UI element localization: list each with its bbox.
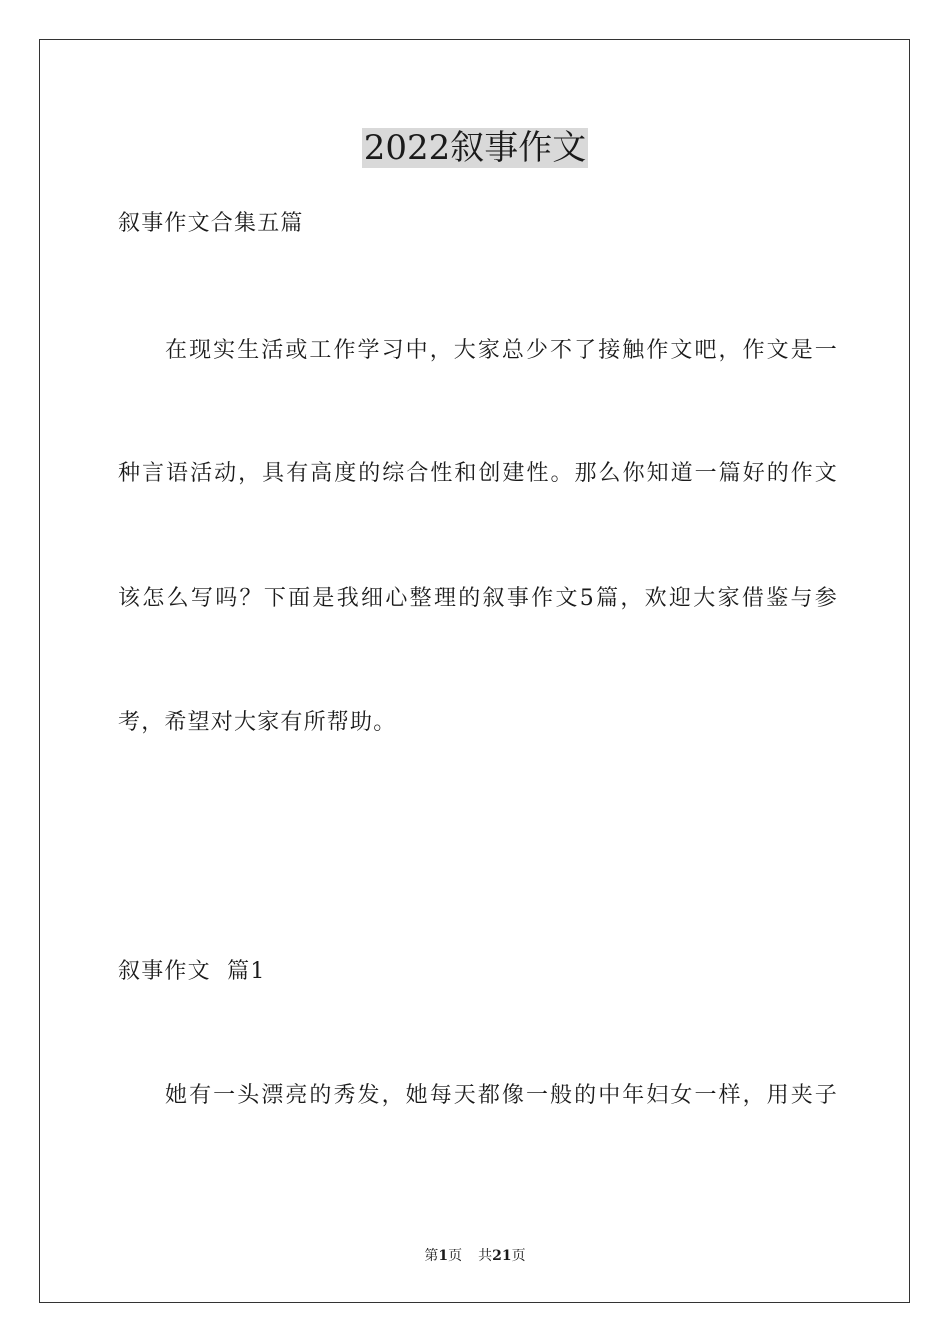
- intro-line-1: 在现实生活或工作学习中，大家总少不了接触作文吧，作文是一: [165, 338, 838, 363]
- footer-total-suffix: 页: [511, 1248, 526, 1264]
- page-footer: [0, 1247, 950, 1265]
- footer-page-current: 1: [438, 1248, 449, 1264]
- footer-total-prefix: 共: [478, 1248, 493, 1264]
- footer-page-total: 21: [492, 1248, 512, 1264]
- intro-line-3: 该怎么写吗？下面是我细心整理的叙事作文5篇，欢迎大家借鉴与参: [118, 586, 838, 611]
- section-line-1: 她有一头漂亮的秀发，她每天都像一般的中年妇女一样，用夹子: [165, 1083, 838, 1108]
- document-subtitle: 叙事作文合集五篇: [118, 211, 304, 236]
- footer-page-suffix: 页: [448, 1248, 463, 1264]
- intro-line-2: 种言语活动，具有高度的综合性和创建性。那么你知道一篇好的作文: [118, 461, 838, 486]
- intro-line-4: 考，希望对大家有所帮助。: [118, 710, 397, 735]
- section-heading: 叙事作文 篇1: [118, 959, 266, 984]
- footer-page-prefix: 第: [424, 1248, 439, 1264]
- document-title: [0, 126, 950, 170]
- document-title-text: 2022叙事作文: [363, 128, 587, 168]
